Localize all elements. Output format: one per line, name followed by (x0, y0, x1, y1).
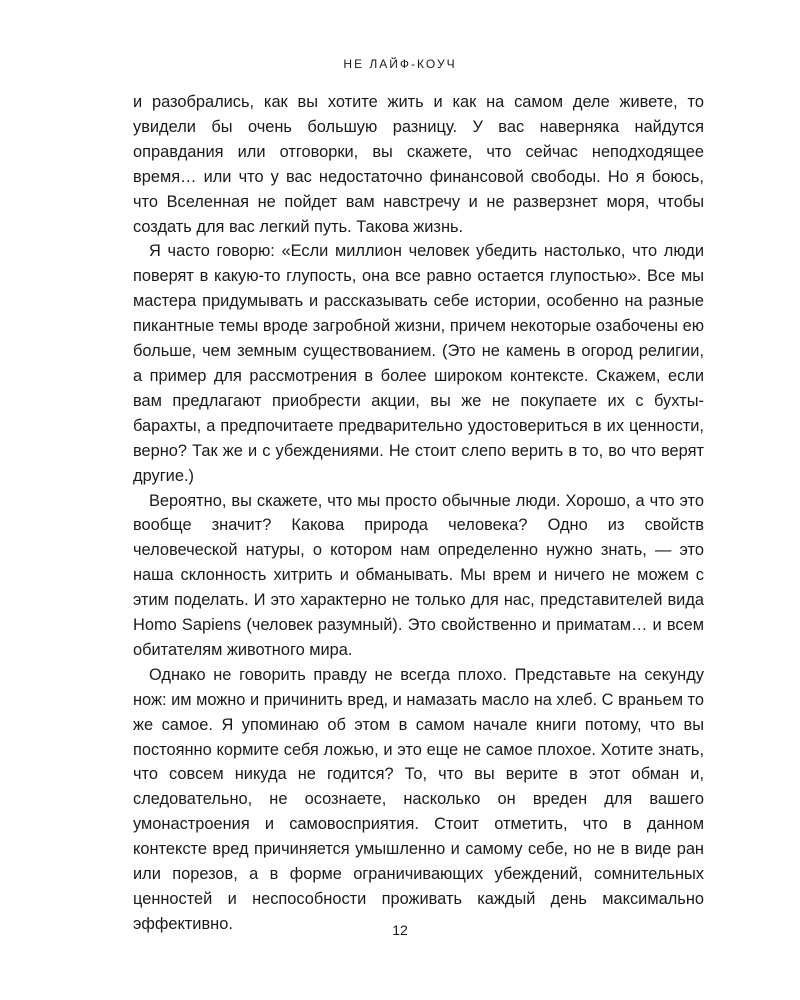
page-number: 12 (392, 922, 408, 938)
paragraph-continuation: и разобрались, как вы хотите жить и как на самом деле живете, то увидели бы очень большую разницу. У вас наверняка найдутся оправдания или отговорки, вы скажете, что сейчас неподходящее время… или что у вас недостаточно финансовой свободы. Но я боюсь, что Вселенная не пойдет вам навстречу и не разверзнет моря, чтобы создать для вас легкий путь. Такова жизнь. (133, 93, 704, 236)
paragraph: Однако не говорить правду не всегда плохо. Представьте на секунду нож: им можно и причинить вред, и намазать масло на хлеб. С враньем то же самое. Я упоминаю об этом в самом начале книги потому, что вы постоянно кормите себя ложью, и это еще не самое плохое. Хотите знать, что совсем никуда не годится? То, что вы верите в этот обман и, следовательно, не осознаете, насколько он вреден для вашего умонастроения и самовосприятия. Стоит отметить, что в данном контексте вред причиняется умышленно и самому себе, но не в виде ран или порезов, а в форме ограничивающих убеждений, сомнительных ценностей и неспособности проживать каждый день максимально эффективно. (133, 665, 704, 933)
running-header: НЕ ЛАЙФ-КОУЧ (343, 57, 457, 71)
paragraph: Я часто говорю: «Если миллион человек убедить настолько, что люди поверят в какую-то глупость, она все равно остается глупостью». Все мы мастера придумывать и рассказывать себе истории, особенно на разные пикантные темы вроде загробной жизни, причем некоторые озабочены ею больше, чем земным существованием. (Это не камень в огород религии, а пример для рассмотрения в более широком контексте. Скажем, если вам предлагают приобрести акции, вы же не покупаете их с бухты-барахты, а предпочитаете предварительно удостовериться в их ценности, верно? Так же и с убеждениями. Не стоит слепо верить в то, во что верят другие.) (133, 242, 704, 485)
body-text (133, 90, 704, 937)
paragraph: Вероятно, вы скажете, что мы просто обычные люди. Хорошо, а что это вообще значит? Какова природа человека? Одно из свойств человеческой натуры, о котором нам определенно нужно знать, — это наша склонность хитрить и обманывать. Мы врем и ничего не можем с этим поделать. И это характерно не только для нас, представителей вида Homo Sapiens (человек разумный). Это свойственно и приматам… и всем обитателям животного мира. (133, 491, 704, 659)
